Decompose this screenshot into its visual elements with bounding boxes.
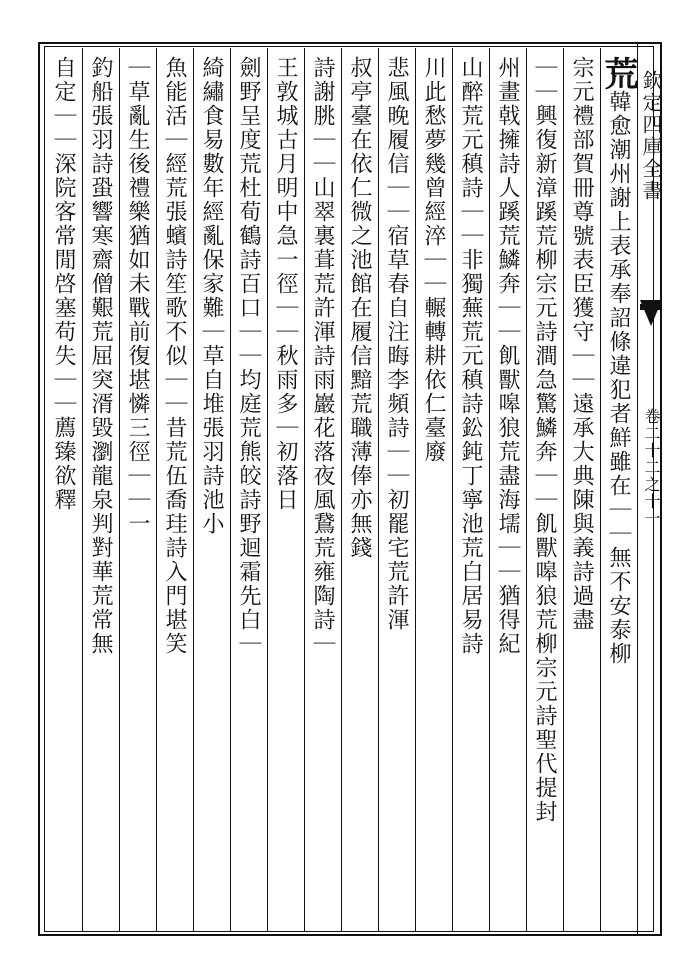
column-text: 王敦城古月明中急一徑｜｜秋雨多｜初落日	[273, 56, 298, 512]
column-text: 川此愁夢幾曾經淬｜｜輾轉耕依仁臺廢	[421, 56, 446, 464]
column-text: 叔亭臺在依仁微之池館在履信黯荒職薄俸亦無錢	[347, 56, 372, 560]
text-column	[415, 56, 452, 926]
column-text: 悲風晚履信｜｜宿草春自注晦李頻詩｜｜初罷宅荒許渾	[384, 56, 409, 632]
text-column	[119, 56, 156, 926]
fishtail-mark-triangle	[640, 300, 662, 326]
text-column	[304, 56, 341, 926]
column-text: ｜草亂生後禮樂猶如未戰前復堪憐三徑｜｜一	[125, 56, 150, 536]
text-column	[600, 56, 637, 926]
column-text: 綺繡食易數年經亂保家難｜草自堆張羽詩池小	[199, 56, 224, 536]
column-text: 宗元禮部賀冊尊號表臣獲守｜｜遠承大典陳與義詩過盡	[569, 56, 594, 632]
text-column	[341, 56, 378, 926]
text-column	[452, 56, 489, 926]
text-column	[230, 56, 267, 926]
column-text: 詩謝朓｜｜山翠裏葺荒許渾詩雨巖花落夜風鵞荒雍陶詩｜	[310, 56, 335, 656]
column-text: 州畫戟擁詩人蹊荒鱗奔｜｜飢獸嗥狼荒盡海壖｜｜猶得紀	[495, 56, 520, 656]
text-column	[156, 56, 193, 926]
column-text: 劍野呈度荒杜荀鶴詩百口｜｜均庭荒熊皎詩野迴霜先白｜	[236, 56, 261, 656]
text-column	[563, 56, 600, 926]
column-text: 魚能活｜經荒張蠙詩笙歌不似｜｜昔荒伍喬珪詩入門堪笑	[162, 56, 187, 656]
column-text: ｜｜興復新漳蹊荒柳宗元詩澗急驚鱗奔｜｜飢獸嗥狼荒柳宗元詩聖代提封	[532, 56, 557, 824]
text-column	[526, 56, 563, 926]
text-column	[267, 56, 304, 926]
entry-head: 荒	[598, 56, 638, 90]
column-text: 釣船張羽詩蛩響寒齋僧艱荒屈突湑毀瀏龍泉判對華荒常無	[88, 56, 113, 656]
text-column	[45, 56, 82, 926]
text-column	[378, 56, 415, 926]
volume-label: 卷二十二之十一	[642, 408, 661, 527]
book-title: 欽定四庫全書	[639, 70, 663, 202]
column-text: 自定｜｜深院客常閒啓塞苟失｜｜薦臻欲釋	[51, 56, 76, 512]
column-text: 山醉荒元稹詩｜｜非獨蕪荒元稹詩鈆鈍丁寧池荒白居易詩	[458, 56, 483, 656]
text-column	[193, 56, 230, 926]
column-text: 韓愈潮州謝上表承奉詔條違犯者鮮雖在｜｜無不安泰柳	[606, 90, 631, 666]
text-column	[82, 56, 119, 926]
text-column	[489, 56, 526, 926]
